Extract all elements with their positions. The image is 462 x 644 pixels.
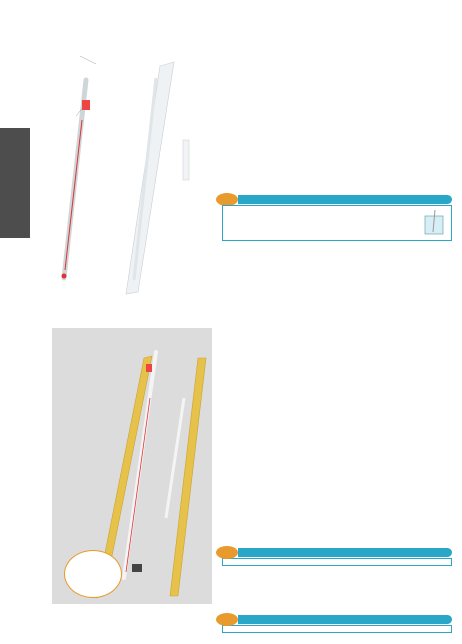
thermometer-bulb bbox=[62, 274, 67, 279]
beaker-icon bbox=[421, 210, 447, 236]
thermometer-illustration-1 bbox=[52, 30, 212, 310]
sleeve-tube bbox=[126, 62, 174, 294]
point-body bbox=[222, 558, 452, 566]
thermometer-drawing-1 bbox=[52, 30, 212, 310]
thermometer-liquid bbox=[65, 120, 82, 270]
rubber-stopper-icon bbox=[132, 564, 142, 572]
point-badge bbox=[216, 546, 238, 559]
page-footer bbox=[0, 620, 462, 644]
safety-stopper-icon bbox=[146, 364, 152, 372]
speech-bubble bbox=[64, 550, 122, 598]
thermometer-illustration-2 bbox=[52, 328, 212, 604]
safety-stopper-icon bbox=[82, 100, 90, 110]
point-box-2 bbox=[216, 547, 452, 566]
point-box-1 bbox=[216, 194, 452, 241]
point-body bbox=[222, 205, 452, 241]
point-title bbox=[238, 195, 452, 204]
tube-cap bbox=[183, 140, 189, 180]
category-tab bbox=[0, 128, 30, 238]
point-title bbox=[238, 548, 452, 557]
yellow-sleeve-2 bbox=[170, 358, 206, 596]
